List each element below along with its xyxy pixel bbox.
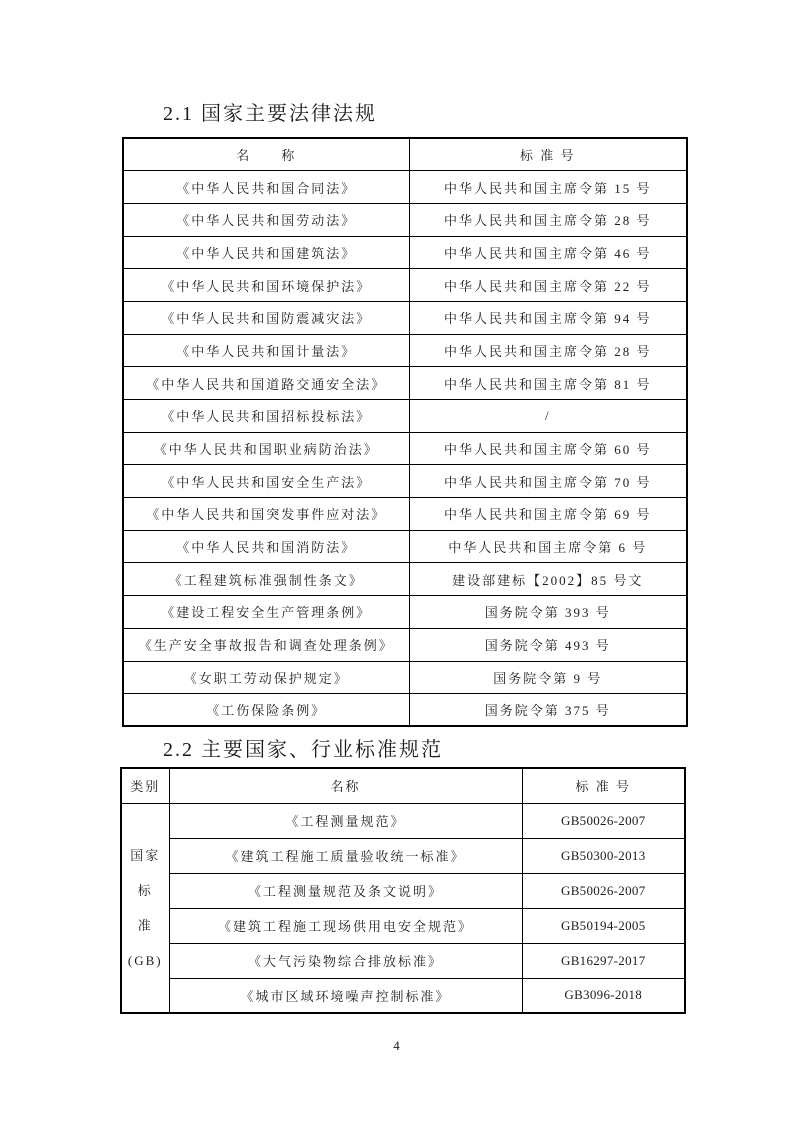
- standard-number-cell: 国务院令第 9 号: [409, 661, 687, 694]
- standard-number-cell: 中华人民共和国主席令第 46 号: [409, 236, 687, 269]
- table-row: [123, 367, 687, 400]
- table-row: [123, 563, 687, 596]
- column-header-standard: 标 准 号: [409, 138, 687, 171]
- standard-number-cell: 国务院令第 375 号: [409, 694, 687, 727]
- law-name-cell: 《工程建筑标准强制性条文》: [123, 563, 409, 596]
- table-row: [123, 400, 687, 433]
- law-name-cell: 《生产安全事故报告和调查处理条例》: [123, 628, 409, 661]
- standard-number-cell: 国务院令第 493 号: [409, 628, 687, 661]
- column-header-standard: 标 准 号: [522, 768, 685, 803]
- standard-number-cell: 中华人民共和国主席令第 81 号: [409, 367, 687, 400]
- law-name-cell: 《建设工程安全生产管理条例》: [123, 596, 409, 629]
- standard-code-cell: GB50026-2007: [522, 873, 685, 908]
- standard-number-cell: /: [409, 400, 687, 433]
- standard-number-cell: 中华人民共和国主席令第 28 号: [409, 203, 687, 236]
- law-name-cell: 《中华人民共和国计量法》: [123, 334, 409, 367]
- standard-number-cell: 中华人民共和国主席令第 22 号: [409, 269, 687, 302]
- standard-number-cell: 中华人民共和国主席令第 94 号: [409, 301, 687, 334]
- category-line: 准(GB): [127, 917, 163, 968]
- standard-code-cell: GB50194-2005: [522, 908, 685, 943]
- page-number: 4: [393, 1038, 400, 1053]
- standard-number-cell: 中华人民共和国主席令第 6 号: [409, 530, 687, 563]
- law-name-cell: 《中华人民共和国职业病防治法》: [123, 432, 409, 465]
- standard-number-cell: 中华人民共和国主席令第 70 号: [409, 465, 687, 498]
- table-row: [123, 694, 687, 727]
- law-name-cell: 《工伤保险条例》: [123, 694, 409, 727]
- standard-code-cell: GB3096-2018: [522, 978, 685, 1013]
- standard-code-cell: GB50026-2007: [522, 803, 685, 838]
- standard-code-cell: GB16297-2017: [522, 943, 685, 978]
- law-name-cell: 《中华人民共和国安全生产法》: [123, 465, 409, 498]
- table-header-row: [123, 138, 687, 171]
- standard-number-cell: 中华人民共和国主席令第 69 号: [409, 498, 687, 531]
- law-name-cell: 《中华人民共和国消防法》: [123, 530, 409, 563]
- standard-code-cell: GB50300-2013: [522, 838, 685, 873]
- table-row: [123, 432, 687, 465]
- standard-name-cell: 《大气污染物综合排放标准》: [169, 943, 522, 978]
- law-name-cell: 《女职工劳动保护规定》: [123, 661, 409, 694]
- table-row: [123, 269, 687, 302]
- standard-name-cell: 《城市区域环境噪声控制标准》: [169, 978, 522, 1013]
- table-row: [123, 301, 687, 334]
- section-heading-2-2: 2.2 主要国家、行业标准规范: [163, 739, 443, 761]
- table-row: [123, 203, 687, 236]
- table-row: [123, 661, 687, 694]
- table-row: [123, 334, 687, 367]
- section-heading-2-1: 2.1 国家主要法律法规: [163, 103, 377, 125]
- standard-number-cell: 国务院令第 393 号: [409, 596, 687, 629]
- category-line: 国家标: [130, 847, 161, 898]
- standard-number-cell: 中华人民共和国主席令第 60 号: [409, 432, 687, 465]
- table-row: [123, 628, 687, 661]
- law-name-cell: 《中华人民共和国合同法》: [123, 171, 409, 204]
- standard-name-cell: 《工程测量规范及条文说明》: [169, 873, 522, 908]
- law-name-cell: 《中华人民共和国道路交通安全法》: [123, 367, 409, 400]
- table-row: [123, 596, 687, 629]
- column-header-name: 名称: [169, 768, 522, 803]
- column-header-name: 名 称: [123, 138, 409, 171]
- table-row: [121, 978, 685, 1013]
- table-row: [121, 803, 685, 838]
- table-row: [123, 530, 687, 563]
- law-name-cell: 《中华人民共和国防震减灾法》: [123, 301, 409, 334]
- table-row: [121, 873, 685, 908]
- law-name-cell: 《中华人民共和国突发事件应对法》: [123, 498, 409, 531]
- law-name-cell: 《中华人民共和国劳动法》: [123, 203, 409, 236]
- standard-name-cell: 《建筑工程施工质量验收统一标准》: [169, 838, 522, 873]
- standard-number-cell: 中华人民共和国主席令第 28 号: [409, 334, 687, 367]
- law-name-cell: 《中华人民共和国建筑法》: [123, 236, 409, 269]
- law-name-cell: 《中华人民共和国环境保护法》: [123, 269, 409, 302]
- standard-number-cell: 中华人民共和国主席令第 15 号: [409, 171, 687, 204]
- table-row: [123, 498, 687, 531]
- laws-table: [122, 137, 688, 727]
- table-row: [121, 943, 685, 978]
- standard-name-cell: 《建筑工程施工现场供用电安全规范》: [169, 908, 522, 943]
- standards-table: [120, 767, 686, 1014]
- table-header-row: [121, 768, 685, 803]
- table-row: [123, 236, 687, 269]
- standard-name-cell: 《工程测量规范》: [169, 803, 522, 838]
- law-name-cell: 《中华人民共和国招标投标法》: [123, 400, 409, 433]
- table-row: [123, 465, 687, 498]
- table-row: [121, 908, 685, 943]
- column-header-category: 类别: [121, 768, 169, 803]
- category-cell: [121, 803, 169, 1013]
- table-row: [121, 838, 685, 873]
- table-row: [123, 171, 687, 204]
- standard-number-cell: 建设部建标【2002】85 号文: [409, 563, 687, 596]
